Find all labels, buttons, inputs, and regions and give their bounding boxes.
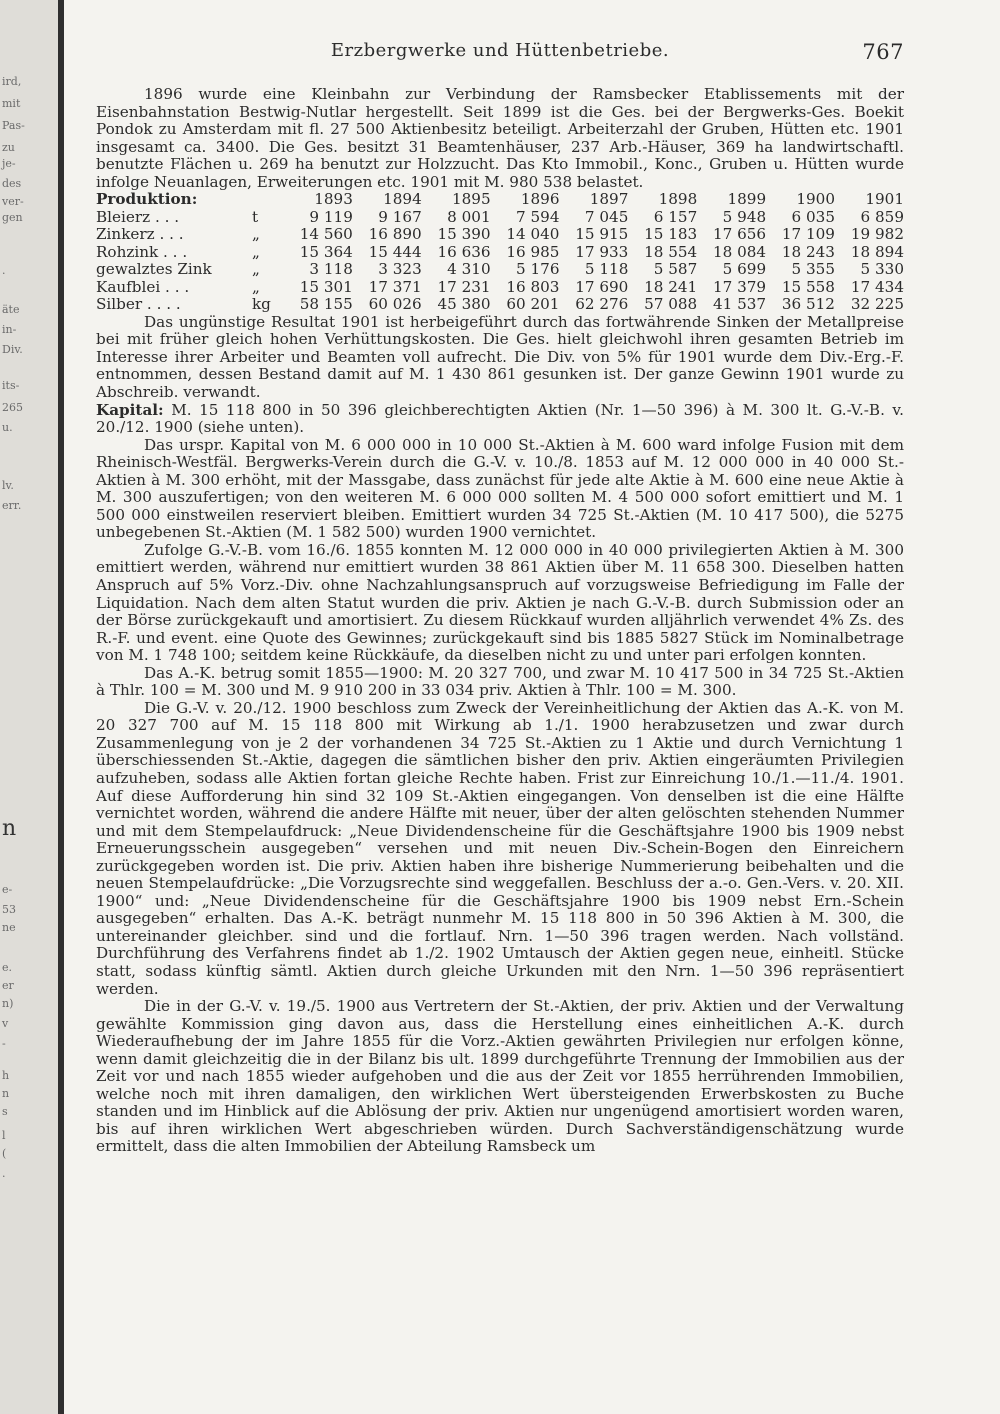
row-label: Silber . . . . (96, 295, 181, 314)
page-title: Erzbergwerke und Hüttenbetriebe. (330, 40, 670, 61)
value-cell: 15 390 (437, 225, 491, 244)
margin-fragment: e. (2, 961, 13, 974)
margin-fragment: n (2, 1087, 10, 1100)
year-cell: 1901 (865, 190, 904, 209)
table-row (96, 296, 904, 314)
margin-fragment: er (2, 979, 14, 992)
row-label: gewalztes Zink (96, 260, 212, 279)
margin-fragment: gen (2, 211, 23, 224)
value-cell: 5 176 (516, 260, 560, 279)
value-cell: 9 119 (309, 207, 353, 226)
value-cell: 16 985 (506, 242, 560, 261)
margin-fragment: ( (2, 1147, 7, 1160)
gutter-shadow (58, 0, 64, 1414)
facing-page-edge (0, 0, 62, 1414)
year-cell: 1900 (796, 190, 835, 209)
row-unit: „ (251, 277, 260, 296)
kapital-paragraph (96, 402, 904, 437)
margin-fragment: lv. (2, 479, 14, 492)
value-cell: 32 225 (850, 295, 904, 314)
production-label: Produktion: (96, 190, 198, 209)
body-paragraph: Das urspr. Kapital von M. 6 000 000 in 10 000 St.-Aktien à M. 600 ward infolge Fusion mit dem Rheinisch-Westfäl. Bergwerks-Verein durch die G.-V. v. 10./8. 1853 auf M. 12 000 000 in 40 000 St.-Aktien à M. 300 erhöht, mit der Massgabe, dass zunächst für jede alte Aktie à M. 600 eine neue Aktie à M. 300 auszufertigen; von den weiteren M. 6 000 000 sollten M. 4 500 000 sofort emittiert und M. 1 500 000 einstweilen reserviert bleiben. Emittiert wurden 34 725 St.-Aktien (M. 10 417 500), die 5275 unbegebenen St.-Aktien (M. 1 582 500) wurden 1900 vernichtet. (96, 435, 904, 542)
table-row (96, 261, 904, 279)
value-cell: 17 379 (712, 277, 767, 296)
value-cell: 18 894 (850, 242, 904, 261)
margin-fragment: · (2, 267, 6, 280)
value-cell: 60 026 (368, 295, 422, 314)
page-number: 767 (862, 40, 904, 64)
value-cell: 62 276 (575, 295, 629, 314)
production-table (96, 191, 904, 314)
margin-fragment: 265 (2, 401, 23, 414)
value-cell: 36 512 (781, 295, 835, 314)
value-cell: 18 241 (644, 277, 698, 296)
value-cell: 5 355 (791, 260, 835, 279)
year-cell: 1894 (383, 190, 422, 209)
table-row (96, 226, 904, 244)
body-paragraph: Die in der G.-V. v. 19./5. 1900 aus Vertretern der St.-Aktien, der priv. Aktien und der Verwaltung gewählte Kommission ging davon aus, dass die Herstellung eines einheitlichen A.-K. durch Wiederaufhebung der im Jahre 1855 für die Vorz.-Aktien gewährten Privilegien nur erfolgen könne, wenn damit gleichzeitig die in der Bilanz bis ult. 1899 durchgeführte Trennung der Immobilien aus der Zeit vor und nach 1855 wieder aufgehoben und die aus der Zeit vor 1855 herrührenden Immobilien, welche noch mit ihren damaligen, den wirklichen Wert übersteigenden Erwerbskosten zu Buche standen und im Hinblick auf die Ablösung der priv. Aktien nur ungenügend amortisiert worden waren, bis auf ihren wirklichen Wert abgeschrieben würden. Durch Sachverständigenschätzung wurde ermittelt, dass die alten Immobilien der Abteilung Ramsbeck um (96, 997, 904, 1156)
margin-fragment: ne (2, 921, 16, 934)
margin-fragment: mit (2, 97, 21, 110)
value-cell: 14 560 (299, 225, 353, 244)
row-label: Bleierz . . . (96, 207, 180, 226)
value-cell: 19 982 (850, 225, 904, 244)
year-cell: 1896 (520, 190, 560, 209)
value-cell: 15 444 (368, 242, 422, 261)
row-unit: „ (251, 242, 260, 261)
margin-fragment: e- (2, 883, 13, 896)
margin-fragment: v (2, 1017, 9, 1030)
value-cell: 14 040 (506, 225, 560, 244)
margin-fragment: 53 (2, 903, 16, 916)
value-cell: 45 380 (437, 295, 491, 314)
value-cell: 17 371 (368, 277, 422, 296)
value-cell: 15 364 (299, 242, 353, 261)
value-cell: 9 167 (378, 207, 422, 226)
row-unit: „ (251, 225, 260, 244)
margin-fragment: its- (2, 379, 20, 392)
margin-fragment: h (2, 1069, 10, 1082)
value-cell: 17 933 (575, 242, 629, 261)
year-cell: 1899 (727, 190, 767, 209)
value-cell: 5 587 (653, 260, 698, 279)
production-note: Das ungünstige Resultat 1901 ist herbeigeführt durch das fortwährende Sinken der Metallpreise bei mit früher gleich hohen Verhüttungskosten. Die Ges. hielt gleichwohl ihren gesamten Betrieb im Interesse ihrer Arbeiter und Beamten voll aufrecht. Die Div. von 5% für 1901 wurde dem Div.-Erg.-F. entnommen, dessen Bestand damit auf M. 1 430 861 gesunken ist. Der ganze Gewinn 1901 wurde zu Abschreib. verwandt. (96, 312, 904, 401)
row-unit: t (251, 207, 259, 226)
value-cell: 4 310 (447, 260, 491, 279)
value-cell: 16 636 (437, 242, 491, 261)
margin-fragment: l (2, 1129, 6, 1142)
margin-fragment: . (2, 1167, 6, 1180)
value-cell: 18 554 (644, 242, 698, 261)
value-cell: 5 699 (722, 260, 767, 279)
row-label: Zinkerz . . . (96, 225, 184, 244)
value-cell: 15 915 (575, 225, 629, 244)
value-cell: 17 231 (437, 277, 491, 296)
body-paragraph: Die G.-V. v. 20./12. 1900 beschloss zum Zweck der Vereinheitlichung der Aktien das A.-K. von M. 20 327 700 auf M. 15 118 800 mit Wirkung ab 1./1. 1900 herabzusetzen und zwar durch Zusammenlegung von je 2 der vorhandenen 34 725 St.-Aktien zu 1 Aktie und durch Vernichtung 1 überschiessenden St.-Aktie, dagegen die sämtlichen bisher den priv. Aktien eingeräumten Privilegien aufzuheben, sodass alle Aktien fortan gleiche Rechte haben. Frist zur Einreichung 10./1.—11./4. 1901. Auf diese Aufforderung hin sind 32 109 St.-Aktien eingegangen. Von denselben ist die eine Hälfte vernichtet worden, während die andere Hälfte mit neuer, über der alten gelöschten stehenden Nummer und mit dem Stempelaufdruck: „Neue Dividendenscheine für die Geschäftsjahre 1900 bis 1909 nebst Erneuerungsschein ausgegeben“ versehen und mit neuen Div.-Schein-Bogen den Einreichern zurückgegeben worden ist. Die priv. Aktien haben ihre bisherige Nummerierung beibehalten und die neuen Stempelaufdrücke: „Die Vorzugsrechte sind weggefallen. Beschluss der a.-o. Gen.-Vers. v. 20. XII. 1900“ und: „Neue Dividendenscheine für die Geschäftsjahre 1900 bis 1909 nebst Ern.-Schein ausgegeben“ erhalten. Das A.-K. beträgt nunmehr M. 15 118 800 in 50 396 Aktien à M. 300, die untereinander gleichber. sind und die fortlauf. Nrn. 1—50 396 tragen werden. Nach vollständ. Durchführung des Verfahrens findet ab 1./2. 1902 Umtausch der Aktien gegen neue, einheitl. Stücke statt, sodass künftig sämtl. Aktien durch gleiche Urkunden mit den Nrn. 1—50 396 repräsentiert werden. (96, 698, 904, 998)
page-body (96, 86, 904, 1156)
margin-fragment: - (2, 1037, 6, 1050)
year-cell: 1897 (589, 190, 629, 209)
value-cell: 7 045 (584, 207, 629, 226)
value-cell: 5 118 (584, 260, 629, 279)
production-header-row (96, 191, 904, 209)
running-header (96, 40, 904, 66)
margin-fragment: zu (2, 141, 15, 154)
value-cell: 17 656 (712, 225, 767, 244)
margin-fragment: in- (2, 323, 17, 336)
value-cell: 15 301 (299, 277, 353, 296)
year-cell: 1895 (451, 190, 491, 209)
year-cell: 1893 (314, 190, 353, 209)
value-cell: 6 859 (860, 207, 904, 226)
value-cell: 15 183 (644, 225, 698, 244)
margin-fragment: des (2, 177, 22, 190)
margin-fragment: s (2, 1105, 8, 1118)
value-cell: 5 948 (722, 207, 767, 226)
value-cell: 57 088 (644, 295, 698, 314)
value-cell: 18 084 (712, 242, 767, 261)
value-cell: 15 558 (781, 277, 835, 296)
row-unit: kg (251, 295, 271, 314)
value-cell: 58 155 (299, 295, 353, 314)
year-cell: 1898 (658, 190, 698, 209)
kapital-label: Kapital: (96, 400, 164, 419)
value-cell: 18 243 (781, 242, 835, 261)
table-row (96, 244, 904, 262)
kapital-text: M. 15 118 800 in 50 396 gleichberechtigten Aktien (Nr. 1—50 396) à M. 300 lt. G.-V.-B. v. 20./12. 1900 (siehe unten). (96, 400, 905, 437)
value-cell: 17 690 (575, 277, 629, 296)
value-cell: 6 035 (791, 207, 835, 226)
value-cell: 7 594 (516, 207, 560, 226)
row-label: Kaufblei . . . (96, 277, 190, 296)
margin-fragment: err. (2, 499, 22, 512)
value-cell: 6 157 (653, 207, 698, 226)
margin-fragment: ird, (2, 75, 22, 88)
row-label: Rohzink . . . (96, 242, 188, 261)
value-cell: 16 803 (506, 277, 560, 296)
table-row (96, 279, 904, 297)
margin-fragment: n (2, 816, 17, 841)
value-cell: 17 434 (850, 277, 904, 296)
value-cell: 17 109 (781, 225, 835, 244)
body-paragraph: Zufolge G.-V.-B. vom 16./6. 1855 konnten M. 12 000 000 in 40 000 privilegierten Aktien à M. 300 emittiert werden, während nur emittiert wurden 38 861 Aktien über M. 11 658 300. Dieselben hatten Anspruch auf 5% Vorz.-Div. ohne Nachzahlungsanspruch auf vorzugsweise Befriedigung im Falle der Liquidation. Nach dem alten Statut wurden die priv. Aktien je nach G.-V.-B. durch Submission oder an der Börse zurückgekauft und amortisiert. Zu diesem Rückkauf wurden alljährlich verwendet 4% Zs. des R.-F. und event. eine Quote des Gewinnes; zurückgekauft sind bis 1885 5827 Stück im Nominalbetrage von M. 1 748 100; seitdem keine Rückkäufe, da dieselben nicht zu und unter pari erfolgen konnten. (96, 540, 904, 665)
value-cell: 3 323 (378, 260, 422, 279)
row-unit: „ (251, 260, 260, 279)
value-cell: 8 001 (447, 207, 491, 226)
margin-fragment: je- (2, 157, 16, 170)
value-cell: 5 330 (860, 260, 904, 279)
margin-fragment: äte (2, 303, 20, 316)
value-cell: 60 201 (506, 295, 560, 314)
margin-fragment: ver- (2, 195, 24, 208)
margin-fragment: n) (2, 997, 14, 1010)
value-cell: 16 890 (368, 225, 422, 244)
body-paragraph: Das A.-K. betrug somit 1855—1900: M. 20 327 700, und zwar M. 10 417 500 in 34 725 St.-Aktien à Thlr. 100 = M. 300 und M. 9 910 200 in 33 034 priv. Aktien à Thlr. 100 = M. 300. (96, 663, 904, 700)
margin-fragment: u. (2, 421, 13, 434)
margin-fragment: Pas- (2, 119, 25, 132)
value-cell: 3 118 (309, 260, 353, 279)
intro-paragraph: 1896 wurde eine Kleinbahn zur Verbindung der Ramsbecker Etablissements mit der Eisenbahnstation Bestwig-Nutlar hergestellt. Seit 1899 ist die Ges. bei der Bergwerks-Ges. Boekit Pondok zu Amsterdam mit fl. 27 500 Aktienbesitz beteiligt. Arbeiterzahl der Gruben, Hütten etc. 1901 insgesamt ca. 3400. Die Ges. besitzt 31 Beamtenhäuser, 237 Arb.-Häuser, 369 ha landwirtschaftl. benutzte Flächen u. 269 ha benutzt zur Holzzucht. Das Kto Immobil., Konc., Gruben u. Hütten wurde infolge Neuanlagen, Erweiterungen etc. 1901 mit M. 980 538 belastet. (96, 85, 904, 191)
margin-fragment: Div. (2, 343, 23, 356)
value-cell: 41 537 (712, 295, 767, 314)
table-row (96, 209, 904, 227)
